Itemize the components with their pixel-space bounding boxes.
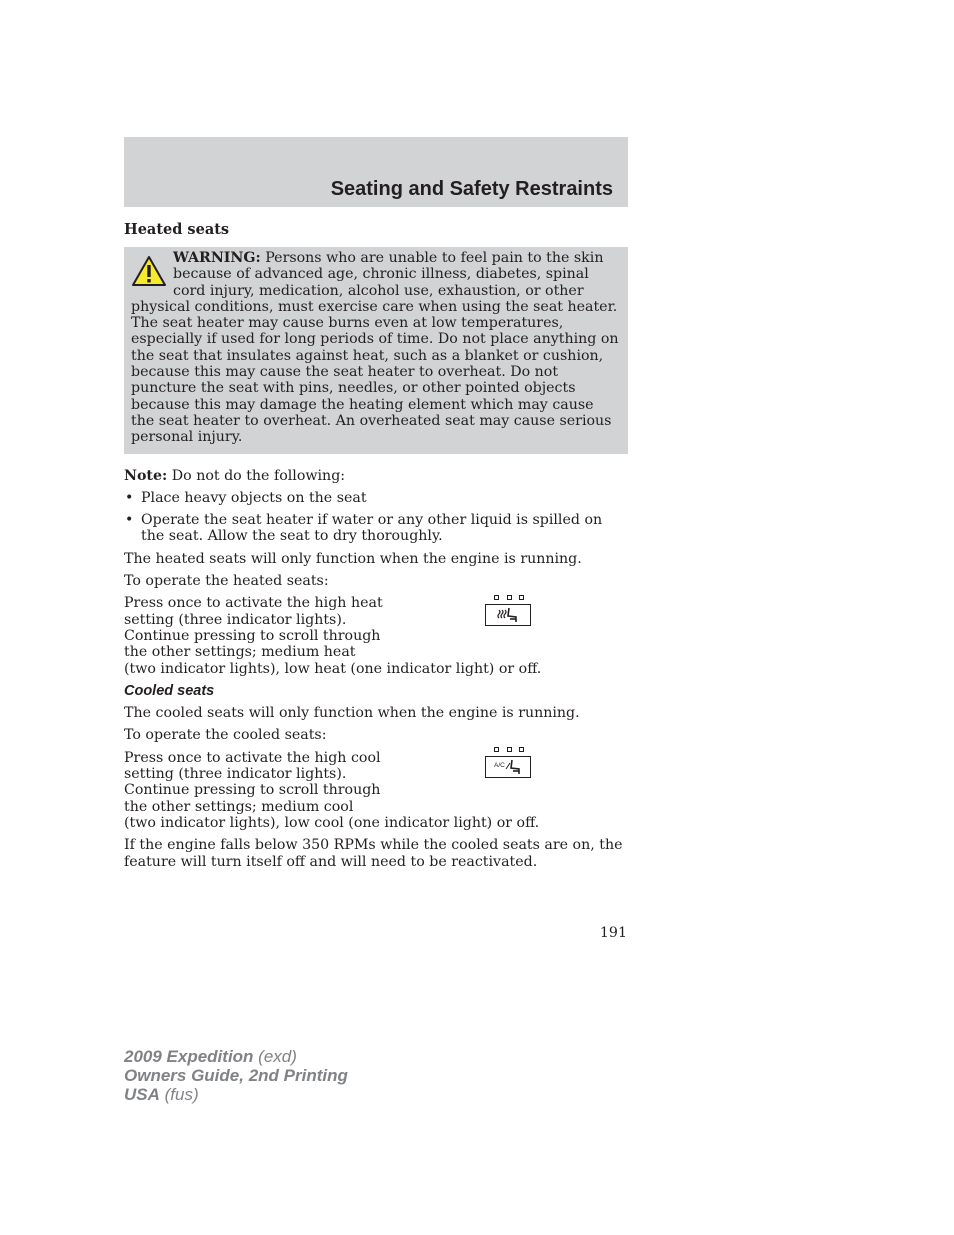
cooled-press-line-4: the other settings; medium cool [124, 798, 354, 815]
cooled-press-line-1: Press once to activate the high cool [124, 749, 381, 766]
indicator-lights [494, 595, 524, 604]
heated-press-line-5: (two indicator lights), low heat (one indicator light) or off. [124, 660, 542, 677]
warning-label: WARNING: [173, 250, 261, 266]
footer-line-2: Owners Guide, 2nd Printing [124, 1066, 348, 1085]
cooled-press-line-2: setting (three indicator lights). [124, 766, 347, 783]
warning-paragraph [131, 250, 620, 446]
cooled-seats-heading: Cooled seats [124, 682, 215, 699]
heated-seat-control [485, 595, 533, 626]
warning-text: Persons who are unable to feel pain to the skin because of advanced age, chronic illness, diabetes, spinal cord injury, medication, alcohol use, exhaustion, or other physical conditions, must exercise care when using the seat heater. The seat heater may cause burns even at low temperatures, especially if used for long periods of time. Do not place anything on the seat that insulates against heat, such as a blanket or cushion, because this may cause the seat heater to overheat. Do not puncture the seat with pins, needles, or other pointed objects because this may damage the heating element which may cause the seat heater to overheat. An overheated seat may cause serious personal injury. [131, 250, 619, 446]
heated-engine-text: The heated seats will only function when the engine is running. [124, 550, 582, 567]
note-bullet-list [124, 490, 628, 545]
note-label: Note: [124, 467, 168, 484]
heated-seat-icon [495, 606, 521, 624]
cooled-seat-icon [493, 758, 523, 776]
cooled-seat-button [485, 756, 531, 778]
indicator-lights [494, 747, 524, 756]
footer-line-1: 2009 Expedition (exd) [124, 1047, 297, 1066]
cooled-rpm-text: If the engine falls below 350 RPMs while the cooled seats are on, the feature will turn itself off and will need to be reactivated. [124, 837, 623, 870]
page-number: 191 [599, 925, 627, 941]
cooled-press-line-3: Continue pressing to scroll through [124, 782, 381, 799]
footer-line-3: USA (fus) [124, 1085, 199, 1104]
heated-seats-heading: Heated seats [124, 221, 230, 238]
footer [124, 1047, 348, 1104]
cooled-seat-control [485, 747, 533, 778]
heated-seat-button [485, 604, 531, 626]
page-content [124, 220, 628, 876]
section-title: Seating and Safety Restraints [330, 178, 613, 200]
note-text: Do not do the following: [171, 467, 346, 484]
warning-triangle-icon [131, 255, 167, 287]
heated-press-line-3: Continue pressing to scroll through [124, 627, 381, 644]
heated-press-line-4: the other settings; medium heat [124, 644, 356, 661]
heated-operate-text: To operate the heated seats: [124, 573, 329, 590]
note-paragraph [124, 468, 628, 484]
heated-press-line-2: setting (three indicator lights). [124, 611, 347, 628]
warning-box [124, 247, 628, 454]
cooled-operate-text: To operate the cooled seats: [124, 727, 327, 744]
ac-label: A/C [494, 761, 505, 769]
cooled-engine-text: The cooled seats will only function when the engine is running. [124, 705, 580, 722]
heated-instructions [124, 595, 628, 676]
heated-press-line-1: Press once to activate the high heat [124, 595, 383, 612]
list-item: • Operate the seat heater if water or any other liquid is spilled on the seat. Allow the seat to dry thoroughly. [125, 512, 603, 545]
list-item: • Place heavy objects on the seat [125, 489, 367, 506]
cooled-instructions [124, 750, 628, 831]
cooled-press-line-5: (two indicator lights), low cool (one indicator light) or off. [124, 814, 540, 831]
section-header-band [124, 137, 628, 207]
